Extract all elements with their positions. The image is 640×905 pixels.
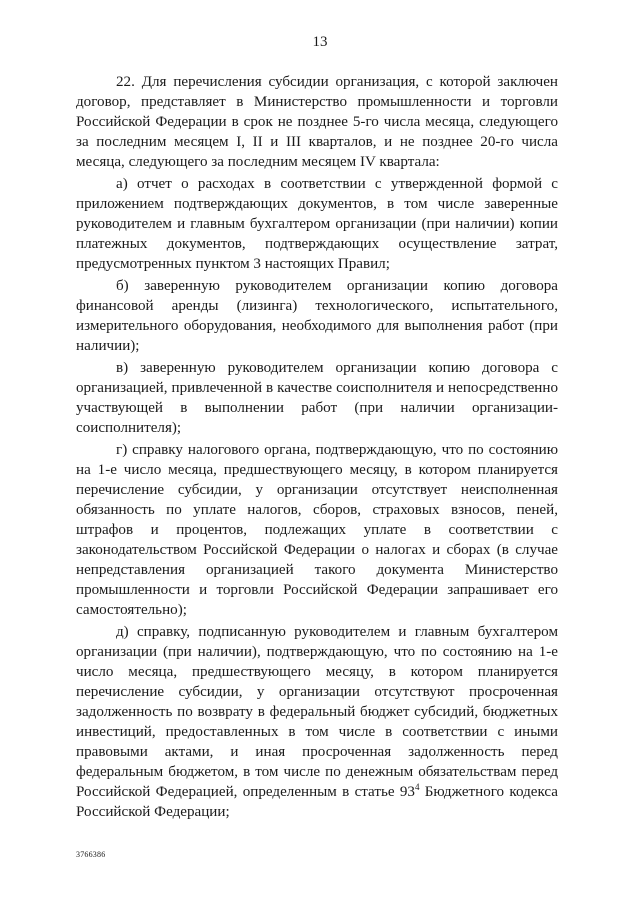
- article-superscript: 4: [414, 782, 420, 792]
- paragraph-v: в) заверенную руководителем организации копию договора с организацией, привлеченной в качестве соисполнителя и непосредственно участвующей в выполнении работ (при наличии организации-соисполнителя);: [76, 360, 558, 436]
- paragraph-g: г) справку налогового органа, подтверждающую, что по состоянию на 1-е число месяца, предшествующего месяцу, в котором планируется перечисление субсидии, у организации отсутствует неисполненная обязанность по уплате налогов, сборов, страховых взносов, пеней, штрафов и процентов, подлежащих уплате в соответствии с законодательством Российской Федерации о налогах и сборах (в случае непредставления организацией такого документа Министерство промышленности и торговли Российской Федерации запрашивает его самостоятельно);: [76, 442, 558, 618]
- paragraph-a: а) отчет о расходах в соответствии с утвержденной формой с приложением подтверждающих документов, в том числе заверенные руководителем и главным бухгалтером организации (при наличии) копии платежных документов, подтверждающих осуществление затрат, предусмотренных пунктом 3 настоящих Правил;: [76, 176, 558, 272]
- paragraph-22: 22. Для перечисления субсидии организация, с которой заключен договор, представляет в Министерство промышленности и торговли Российской Федерации в срок не позднее 5-го числа месяца, следующего за последним месяцем I, II и III кварталов, и не позднее 20-го числа месяца, следующего за последним месяцем IV квартала:: [76, 74, 558, 170]
- paragraph-d: [76, 622, 558, 822]
- document-body: [76, 72, 558, 824]
- paragraph-d-text: д) справку, подписанную руководителем и главным бухгалтером организации (при наличии), подтверждающую, что по состоянию на 1-е число месяца, предшествующего месяцу, в котором планируется перечисление субсидии, у организации отсутствуют просроченная задолженность по возврату в федеральный бюджет субсидий, бюджетных инвестиций, предоставленных в том числе в соответствии с иными правовыми актами, и иная просроченная задолженность перед федеральным бюджетом, в том числе по денежным обязательствам перед Российской Федерацией, определенным в статье 93: [76, 624, 558, 800]
- paragraph-d-tail: Бюджетного кодекса Российской Федерации;: [76, 784, 558, 820]
- paragraph-b: б) заверенную руководителем организации копию договора финансовой аренды (лизинга) технологического, испытательного, измерительного оборудования, необходимого для выполнения работ (при наличии);: [76, 278, 558, 354]
- document-id: 3766386: [76, 850, 106, 859]
- page-number: 13: [312, 34, 328, 50]
